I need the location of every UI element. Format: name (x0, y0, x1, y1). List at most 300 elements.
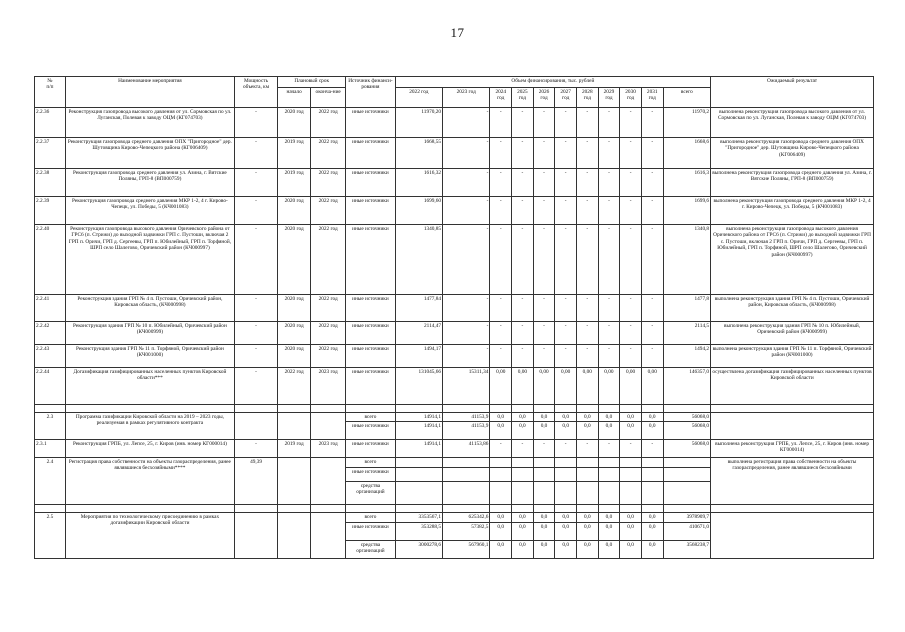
funding-source: иные источники (346, 468, 395, 482)
year-amount: 0,0 (641, 513, 663, 523)
year-amount: 0,00 (555, 368, 577, 405)
year-amount: 0,0 (576, 513, 598, 523)
end-year (311, 413, 346, 440)
year-amount: 0,0 (555, 523, 577, 541)
col-start-header: начало (278, 88, 311, 108)
activity-name: Реконструкция здания ГРП № 11 п. Торфяной, Оричевский район (КЧ001000) (65, 345, 234, 368)
year-amount (598, 482, 620, 505)
total-amount: 56068,0 (663, 413, 711, 422)
total-amount: 1494,2 (663, 345, 711, 368)
year-amount: 0,0 (555, 422, 577, 440)
total-amount: 1668,6 (663, 138, 711, 169)
page-number: 17 (450, 25, 465, 40)
funding-source: средства организаций (346, 482, 395, 505)
year-amount: - (555, 345, 577, 368)
year-amount (620, 482, 642, 505)
total-amount: 3568238,7 (663, 541, 711, 559)
year-amount: 0,0 (533, 513, 555, 523)
year-amount: 3353567,1 (395, 513, 442, 523)
year-amount: - (576, 345, 598, 368)
empty-cell (35, 505, 66, 513)
year-amount: - (598, 295, 620, 322)
year-amount: 0,0 (598, 513, 620, 523)
end-year: 2022 год (311, 138, 346, 169)
empty-cell (641, 505, 663, 513)
year-amount: 0,00 (490, 368, 512, 405)
table-row (35, 138, 874, 169)
empty-cell (35, 405, 66, 413)
year-amount: - (576, 138, 598, 169)
table-row (35, 440, 874, 458)
funding-source: иные источники (346, 345, 395, 368)
year-amount: 0,0 (641, 541, 663, 559)
year-amount: - (598, 197, 620, 225)
year-amount: 0,0 (598, 422, 620, 440)
col-2024-header: 2024 год (490, 88, 512, 108)
year-amount: 0,0 (533, 541, 555, 559)
year-amount: - (598, 345, 620, 368)
year-amount: - (533, 197, 555, 225)
year-amount: - (598, 225, 620, 295)
year-amount: 0,0 (576, 413, 598, 422)
year-amount: 41153,9 (443, 422, 490, 440)
year-amount: 0,0 (555, 541, 577, 559)
end-year: 2022 год (311, 108, 346, 138)
year-amount: 0,0 (576, 422, 598, 440)
year-amount: - (512, 197, 534, 225)
year-amount: - (576, 108, 598, 138)
year-amount: - (620, 197, 642, 225)
empty-cell (234, 505, 277, 513)
year-amount: - (512, 169, 534, 197)
year-amount: - (598, 108, 620, 138)
year-amount: 353288,5 (395, 523, 442, 541)
year-amount (512, 458, 534, 468)
year-amount: 0,0 (533, 422, 555, 440)
start-year: 2020 год (278, 345, 311, 368)
year-amount: - (443, 108, 490, 138)
start-year: 2020 год (278, 197, 311, 225)
funding-source: средства организаций (346, 541, 395, 559)
start-year: 2019 год (278, 138, 311, 169)
year-amount: 0,0 (490, 513, 512, 523)
row-number: 2.3.1 (35, 440, 66, 458)
year-amount: - (533, 345, 555, 368)
table-body (35, 108, 874, 559)
year-amount: - (620, 295, 642, 322)
year-amount: 0,0 (576, 523, 598, 541)
empty-cell (395, 405, 442, 413)
year-amount: - (576, 295, 598, 322)
year-amount: - (576, 322, 598, 345)
start-year: 2022 год (278, 368, 311, 405)
activity-name: Реконструкция газопровода высокого давления от ул. Сормовская по ул. Луганская, Полевая к заводу ОЦМ (КГ074703) (65, 108, 234, 138)
year-amount (443, 468, 490, 482)
empty-cell (512, 505, 534, 513)
table-row (35, 368, 874, 405)
table-row (35, 108, 874, 138)
capacity-value: - (234, 138, 277, 169)
empty-cell (620, 505, 642, 513)
empty-cell (278, 405, 311, 413)
empty-cell (395, 505, 442, 513)
year-amount: 3000278,6 (395, 541, 442, 559)
year-amount: - (641, 322, 663, 345)
capacity-value: - (234, 225, 277, 295)
total-amount: 56068,0 (663, 422, 711, 440)
empty-cell (443, 405, 490, 413)
start-year: 2020 год (278, 108, 311, 138)
activity-name: Мероприятия по технологическому присоединению в рамках догазификации Кировской области (65, 513, 234, 559)
capacity-value: - (234, 345, 277, 368)
empty-cell (311, 505, 346, 513)
year-amount: 0,0 (598, 523, 620, 541)
end-year: 2023 год (311, 440, 346, 458)
year-amount: 0,00 (641, 368, 663, 405)
year-amount: 0,0 (620, 541, 642, 559)
capacity-value: - (234, 169, 277, 197)
year-amount: - (620, 169, 642, 197)
empty-cell (555, 405, 577, 413)
year-amount: - (443, 345, 490, 368)
empty-cell (663, 505, 711, 513)
table-row (35, 295, 874, 322)
year-amount: 1616,32 (395, 169, 442, 197)
year-amount: 0,0 (620, 422, 642, 440)
year-amount (555, 458, 577, 468)
empty-cell (576, 405, 598, 413)
year-amount: - (641, 108, 663, 138)
year-amount: - (443, 322, 490, 345)
year-amount: - (512, 440, 534, 458)
year-amount: 0,0 (576, 541, 598, 559)
end-year: 2022 год (311, 322, 346, 345)
year-amount: 0,0 (533, 413, 555, 422)
activity-name: Программа газификации Кировской области на 2019 – 2023 годы, реализуемая в рамках регулятивного контракта (65, 413, 234, 440)
year-amount (663, 458, 711, 468)
year-amount (663, 482, 711, 505)
activity-name: Регистрация права собственности на объекты газораспределения, ранее являвшиеся бесхозяйными**** (65, 458, 234, 505)
year-amount (533, 468, 555, 482)
year-amount: 11970,20 (395, 108, 442, 138)
empty-cell (533, 405, 555, 413)
row-number: 2.3 (35, 413, 66, 440)
year-amount: - (490, 108, 512, 138)
year-amount: - (620, 440, 642, 458)
table-row (35, 458, 874, 468)
year-amount: 0,0 (490, 422, 512, 440)
year-amount (620, 468, 642, 482)
capacity-value: - (234, 440, 277, 458)
start-year: 2020 год (278, 295, 311, 322)
funding-source: иные источники (346, 138, 395, 169)
year-amount (576, 458, 598, 468)
col-source-header: Источник финанси-рования (346, 77, 395, 108)
year-amount: - (620, 322, 642, 345)
year-amount: - (576, 440, 598, 458)
funding-source: иные источники (346, 368, 395, 405)
row-number: 2.2.38 (35, 169, 66, 197)
year-amount: - (490, 345, 512, 368)
year-amount: 0,00 (598, 368, 620, 405)
year-amount (598, 468, 620, 482)
year-amount (555, 482, 577, 505)
year-amount: 0,0 (555, 413, 577, 422)
year-amount: - (533, 225, 555, 295)
year-amount: - (555, 169, 577, 197)
year-amount: - (641, 169, 663, 197)
expected-result: выполнена реконструкция здания ГРП № 4 п. Пустоши, Оричевский район, Кировская область, (КЧ000998) (711, 295, 874, 322)
empty-cell (490, 405, 512, 413)
empty-cell (512, 405, 534, 413)
year-amount: - (555, 225, 577, 295)
start-year: 2020 год (278, 225, 311, 295)
expected-result: выполнена реконструкция здания ГРП № 11 п. Торфяной, Оричевский район (КЧ001000) (711, 345, 874, 368)
year-amount: 567960,1 (443, 541, 490, 559)
year-amount: - (598, 169, 620, 197)
year-amount: - (490, 322, 512, 345)
funding-source: всего (346, 458, 395, 468)
year-amount: 1699,60 (395, 197, 442, 225)
end-year: 2022 год (311, 225, 346, 295)
year-amount: 0,00 (620, 368, 642, 405)
funding-source: иные источники (346, 295, 395, 322)
expected-result: выполнена реконструкция ГРПБ, ул. Лепсе, 25, г. Киров (инв. номер КГ000014) (711, 440, 874, 458)
col-2026-header: 2026 год (533, 88, 555, 108)
year-amount (555, 468, 577, 482)
col-name-header: Наименование мероприятия (65, 77, 234, 108)
year-amount: 0,0 (641, 422, 663, 440)
year-amount: - (641, 295, 663, 322)
total-amount: 2114,5 (663, 322, 711, 345)
activity-name: Реконструкция ГРПБ, ул. Лепсе, 25, г. Киров (инв. номер КГ000014) (65, 440, 234, 458)
year-amount (576, 482, 598, 505)
year-amount: 0,0 (555, 513, 577, 523)
expected-result (711, 413, 874, 440)
funding-source: иные источники (346, 422, 395, 440)
col-2030-header: 2030 год (620, 88, 642, 108)
activity-name: Догазификация газифицированных населенных пунктов Кировской области*** (65, 368, 234, 405)
row-spacer (35, 405, 874, 413)
year-amount (533, 482, 555, 505)
year-amount: - (555, 295, 577, 322)
col-2023-header: 2023 год (443, 88, 490, 108)
end-year (311, 458, 346, 505)
total-amount: 1616,3 (663, 169, 711, 197)
empty-cell (533, 505, 555, 513)
end-year: 2022 год (311, 345, 346, 368)
expected-result: выполнена регистрация права собственности на объекты газораспределения, ранее являвшиеся бесхозяйными (711, 458, 874, 505)
year-amount (598, 458, 620, 468)
year-amount: 0,00 (576, 368, 598, 405)
empty-cell (598, 505, 620, 513)
year-amount: - (598, 440, 620, 458)
year-amount: 0,0 (598, 413, 620, 422)
capacity-value: - (234, 197, 277, 225)
end-year: 2022 год (311, 197, 346, 225)
end-year: 2022 год (311, 295, 346, 322)
year-amount: 0,0 (512, 523, 534, 541)
row-number: 2.2.36 (35, 108, 66, 138)
total-amount: 410671,0 (663, 523, 711, 541)
year-amount: 1668,55 (395, 138, 442, 169)
expected-result (711, 513, 874, 559)
year-amount: 0,0 (620, 523, 642, 541)
year-amount: - (490, 440, 512, 458)
year-amount: - (641, 225, 663, 295)
year-amount: - (490, 169, 512, 197)
year-amount: 14914,1 (395, 413, 442, 422)
year-amount: 41153,9 (443, 413, 490, 422)
col-deadline-header: Плановый срок (278, 77, 346, 88)
end-year: 2023 год (311, 368, 346, 405)
table-row (35, 197, 874, 225)
year-amount (533, 458, 555, 468)
empty-cell (65, 505, 234, 513)
expected-result: выполнена реконструкция здания ГРП № 10 п. Юбилейный, Оричевский район (КЧ000999) (711, 322, 874, 345)
expected-result: выполнена реконструкция газопровода среднего давления ул. Азина, г. Вятские Поляны, ГРП-8 (ВП000759) (711, 169, 874, 197)
funding-source: иные источники (346, 197, 395, 225)
year-amount (395, 468, 442, 482)
empty-cell (555, 505, 577, 513)
year-amount: - (533, 138, 555, 169)
year-amount: - (555, 138, 577, 169)
col-2029-header: 2029 год (598, 88, 620, 108)
year-amount (620, 458, 642, 468)
total-amount: 1477,8 (663, 295, 711, 322)
capacity-value (234, 513, 277, 559)
year-amount: 57382,5 (443, 523, 490, 541)
row-number: 2.2.43 (35, 345, 66, 368)
activity-name: Реконструкция газопровода высокого давления Оричевского района от ГРС6 (п. Стрижи) до выходной задвижки ГРП с. Пустоши, включая 2 ГРП п. Оричи, ГРП д. Сергеевы, ГРП п. Юбилейный, ГРП п. Торфяной, ШРП село Шалегово, Оричевский район (КЧ000997) (65, 225, 234, 295)
empty-cell (65, 405, 234, 413)
year-amount (490, 482, 512, 505)
year-amount: 0,00 (533, 368, 555, 405)
col-2027-header: 2027 год (555, 88, 577, 108)
capacity-value: - (234, 295, 277, 322)
empty-cell (576, 505, 598, 513)
total-amount: 1699,6 (663, 197, 711, 225)
year-amount: - (443, 197, 490, 225)
start-year (278, 413, 311, 440)
year-amount: 1340,85 (395, 225, 442, 295)
empty-cell (346, 505, 395, 513)
activity-name: Реконструкция здания ГРП № 10 п. Юбилейный, Оричевский район (КЧ000999) (65, 322, 234, 345)
table-row (35, 169, 874, 197)
table-row (35, 322, 874, 345)
year-amount: - (490, 225, 512, 295)
row-number: 2.5 (35, 513, 66, 559)
year-amount: 14914,1 (395, 440, 442, 458)
row-spacer (35, 505, 874, 513)
year-amount: - (490, 295, 512, 322)
year-amount: 15311,34 (443, 368, 490, 405)
year-amount: - (443, 295, 490, 322)
empty-cell (641, 405, 663, 413)
total-amount: 146357,0 (663, 368, 711, 405)
year-amount (576, 468, 598, 482)
col-2028-header: 2028 год (576, 88, 598, 108)
year-amount: 14914,1 (395, 422, 442, 440)
col-2031-header: 2031 год (641, 88, 663, 108)
year-amount: - (576, 197, 598, 225)
year-amount (490, 458, 512, 468)
start-year: 2020 год (278, 322, 311, 345)
row-number: 2.2.41 (35, 295, 66, 322)
year-amount: 0,0 (490, 523, 512, 541)
year-amount (443, 482, 490, 505)
funding-source: иные источники (346, 225, 395, 295)
year-amount: - (533, 440, 555, 458)
total-amount: 3978909,7 (663, 513, 711, 523)
year-amount (512, 468, 534, 482)
empty-cell (234, 405, 277, 413)
activity-name: Реконструкция здания ГРП № 4 п. Пустоши, Оричевский район, Кировская область, (КЧ000998) (65, 295, 234, 322)
funding-source: иные источники (346, 108, 395, 138)
empty-cell (311, 405, 346, 413)
year-amount: - (512, 295, 534, 322)
year-amount: - (512, 345, 534, 368)
year-amount: - (641, 345, 663, 368)
table-row (35, 413, 874, 422)
expected-result: осуществлена догазификация газифицированных населенных пунктов Кировской области (711, 368, 874, 405)
total-amount: 1340,8 (663, 225, 711, 295)
year-amount: 625342,6 (443, 513, 490, 523)
end-year (311, 513, 346, 559)
year-amount: - (490, 138, 512, 169)
empty-cell (620, 405, 642, 413)
year-amount: 0,00 (512, 368, 534, 405)
year-amount: 2114,47 (395, 322, 442, 345)
year-amount: - (620, 225, 642, 295)
empty-cell (278, 505, 311, 513)
col-2025-header: 2025 год (512, 88, 534, 108)
capacity-value (234, 413, 277, 440)
start-year: 2019 год (278, 169, 311, 197)
year-amount: - (555, 322, 577, 345)
empty-cell (711, 505, 874, 513)
total-amount: 56068,0 (663, 440, 711, 458)
year-amount: - (512, 322, 534, 345)
year-amount (395, 458, 442, 468)
year-amount (641, 482, 663, 505)
year-amount: - (533, 322, 555, 345)
funding-source: иные источники (346, 322, 395, 345)
year-amount: 41153,86 (443, 440, 490, 458)
row-number: 2.2.42 (35, 322, 66, 345)
row-number: 2.2.39 (35, 197, 66, 225)
row-number: 2.2.44 (35, 368, 66, 405)
year-amount: 0,0 (512, 422, 534, 440)
col-capacity-header: Мощность объекта, км (234, 77, 277, 108)
year-amount: 0,0 (598, 541, 620, 559)
year-amount (641, 458, 663, 468)
activity-name: Реконструкция газопровода среднего давления МКР 1-2, 4 г. Кирово-Чепецк, ул. Победы, 5 (КЧ001083) (65, 197, 234, 225)
activity-name: Реконструкция газопровода среднего давления ул. Азина, г. Вятские Поляны, ГРП-8 (ВП000759) (65, 169, 234, 197)
year-amount: - (641, 197, 663, 225)
table-row (35, 513, 874, 523)
empty-cell (711, 405, 874, 413)
row-number: 2.4 (35, 458, 66, 505)
row-number: 2.2.40 (35, 225, 66, 295)
funding-source: иные источники (346, 169, 395, 197)
capacity-value: - (234, 368, 277, 405)
year-amount: - (533, 108, 555, 138)
year-amount: - (555, 197, 577, 225)
start-year (278, 513, 311, 559)
capacity-value: - (234, 322, 277, 345)
year-amount: 0,0 (490, 413, 512, 422)
